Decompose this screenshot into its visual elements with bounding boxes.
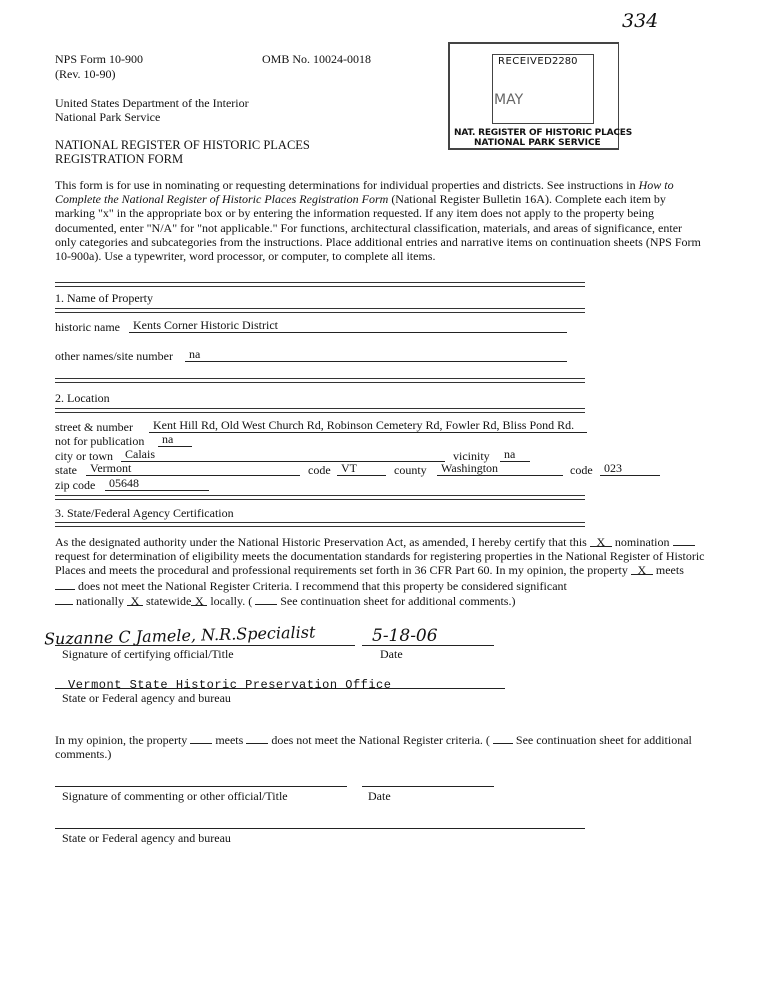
stamp-number: 2280 xyxy=(552,56,578,67)
form-title: NATIONAL REGISTER OF HISTORIC PLACES xyxy=(55,138,310,152)
form-id: NPS Form 10-900 xyxy=(55,52,144,66)
historic-name-field[interactable]: Kents Corner Historic District xyxy=(129,319,567,333)
opinion-part-d: See continuation sheet for additional comments.) xyxy=(55,733,692,762)
state-field[interactable]: Vermont xyxy=(86,462,300,476)
cert-part-e: does not meet the National Register Criteria. I recommend that this property be considered significant xyxy=(75,578,567,593)
city-field[interactable]: Calais xyxy=(121,448,445,462)
commenting-agency-label: State or Federal agency and bureau xyxy=(62,831,231,845)
section-divider xyxy=(55,282,585,287)
omb-number: OMB No. 10024-0018 xyxy=(262,52,372,66)
section-divider xyxy=(55,522,585,527)
opinion-part-c: does not meet the National Register criteria. ( xyxy=(268,733,493,747)
section2-heading: 2. Location xyxy=(55,391,110,405)
zip-label: zip code xyxy=(55,478,96,492)
date-line[interactable] xyxy=(362,645,494,646)
instructions-italic: How to Complete the National Register of Historic Places Registration Form xyxy=(55,178,674,207)
agency-label: State or Federal agency and bureau xyxy=(62,691,231,705)
meets-checkbox[interactable]: X xyxy=(631,563,653,575)
stamp-month: MAY xyxy=(494,92,524,108)
date-label: Date xyxy=(380,647,403,661)
cert-part-a: As the designated authority under the National Historic Preservation Act, as amended, I hereby certify that this xyxy=(55,535,590,549)
signature-label: Signature of certifying official/Title xyxy=(62,647,234,661)
city-label: city or town xyxy=(55,449,113,463)
instructions xyxy=(55,178,705,263)
state-code-field[interactable]: VT xyxy=(337,462,386,476)
instructions-part1: This form is for use in nominating or requesting determinations for individual properties and districts. See instructions in xyxy=(55,178,639,192)
commenting-date-line[interactable] xyxy=(362,786,494,787)
statewide-checkbox[interactable]: X xyxy=(127,594,143,606)
section1-heading: 1. Name of Property xyxy=(55,291,153,305)
nationally-label: nationally xyxy=(73,593,127,608)
locally-checkbox[interactable]: X xyxy=(191,594,207,606)
vicinity-field[interactable]: na xyxy=(500,448,530,462)
locally-label: locally. ( xyxy=(207,593,256,608)
section3-heading: 3. State/Federal Agency Certification xyxy=(55,506,234,520)
nationally-checkbox[interactable] xyxy=(55,593,73,605)
agency-name: Vermont State Historic Preservation Office xyxy=(68,678,392,692)
state-label: state xyxy=(55,463,77,477)
stamp-line1: NAT. REGISTER OF HISTORIC PLACES xyxy=(454,128,633,138)
nomination-checkbox[interactable]: X xyxy=(590,535,612,547)
statewide-label: statewide xyxy=(143,593,192,608)
section-divider xyxy=(55,308,585,313)
opinion-meets-checkbox[interactable] xyxy=(190,732,212,744)
agency-line[interactable] xyxy=(55,688,505,689)
does-not-meet-checkbox[interactable] xyxy=(55,578,75,590)
stamp-line2: NATIONAL PARK SERVICE xyxy=(474,138,601,148)
cert-part-c: request for determination of eligibility meets the documentation standards for registering properties in the National Register of Historic Places and meets the procedural and professional requirements set forth in 36 CFR Part 60. In my opinion, the property xyxy=(55,549,705,578)
opinion-statement xyxy=(55,732,715,761)
certification-statement xyxy=(55,534,715,608)
commenting-date-label: Date xyxy=(368,789,391,803)
county-code-field[interactable]: 023 xyxy=(600,462,660,476)
section-divider xyxy=(55,495,585,500)
service: National Park Service xyxy=(55,110,161,124)
commenting-signature-label: Signature of commenting or other official/Title xyxy=(62,789,288,803)
certifying-date: 5-18-06 xyxy=(372,626,438,646)
certifying-signature: Suzanne C Jamele, N.R.Specialist xyxy=(43,622,316,649)
opinion-not-meet-checkbox[interactable] xyxy=(246,732,268,744)
continuation-note: See continuation sheet for additional comments.) xyxy=(277,593,516,608)
county-field[interactable]: Washington xyxy=(437,462,563,476)
not-for-publication-field[interactable]: na xyxy=(158,433,192,447)
street-label: street & number xyxy=(55,420,133,434)
county-label: county xyxy=(394,463,427,477)
received-stamp xyxy=(448,42,633,152)
stamp-received: RECEIVED xyxy=(498,56,553,67)
page-number: 334 xyxy=(622,10,659,32)
signature-line[interactable] xyxy=(55,645,355,646)
department: United States Department of the Interior xyxy=(55,96,249,110)
opinion-part-b: meets xyxy=(212,733,247,747)
cert-part-d: meets xyxy=(652,563,684,578)
instructions-part2: (National Register Bulletin 16A). Complete each item by marking "x" in the appropriate box or by entering the information requested. If any item does not apply to the property being documented, enter "N/A" for "not applicable." For functions, architectural classification, materials, and areas of significance, enter only categories and subcategories from the instructions. Place additional entries and narrative items on continuation sheets (NPS Form 10-900a). Use a typewriter, word processor, or computer, to complete all items. xyxy=(55,192,701,264)
form-revision: (Rev. 10-90) xyxy=(55,67,116,81)
not-for-publication-label: not for publication xyxy=(55,434,145,448)
request-checkbox[interactable] xyxy=(673,534,695,546)
opinion-continuation-checkbox[interactable] xyxy=(493,732,513,744)
opinion-part-a: In my opinion, the property xyxy=(55,733,191,747)
section-divider xyxy=(55,378,585,383)
section-divider xyxy=(55,408,585,413)
other-names-field[interactable]: na xyxy=(185,348,567,362)
cert-part-b: nomination xyxy=(611,535,673,549)
historic-name-label: historic name xyxy=(55,320,120,334)
commenting-signature-line[interactable] xyxy=(55,786,347,787)
form-subtitle: REGISTRATION FORM xyxy=(55,152,184,166)
commenting-agency-line[interactable] xyxy=(55,828,585,829)
county-code-label: code xyxy=(570,463,593,477)
vicinity-label: vicinity xyxy=(453,449,490,463)
state-code-label: code xyxy=(308,463,331,477)
street-field[interactable]: Kent Hill Rd, Old West Church Rd, Robinson Cemetery Rd, Fowler Rd, Bliss Pond Rd. xyxy=(149,419,587,433)
zip-field[interactable]: 05648 xyxy=(105,477,209,491)
continuation-checkbox[interactable] xyxy=(255,593,277,605)
other-names-label: other names/site number xyxy=(55,349,173,363)
